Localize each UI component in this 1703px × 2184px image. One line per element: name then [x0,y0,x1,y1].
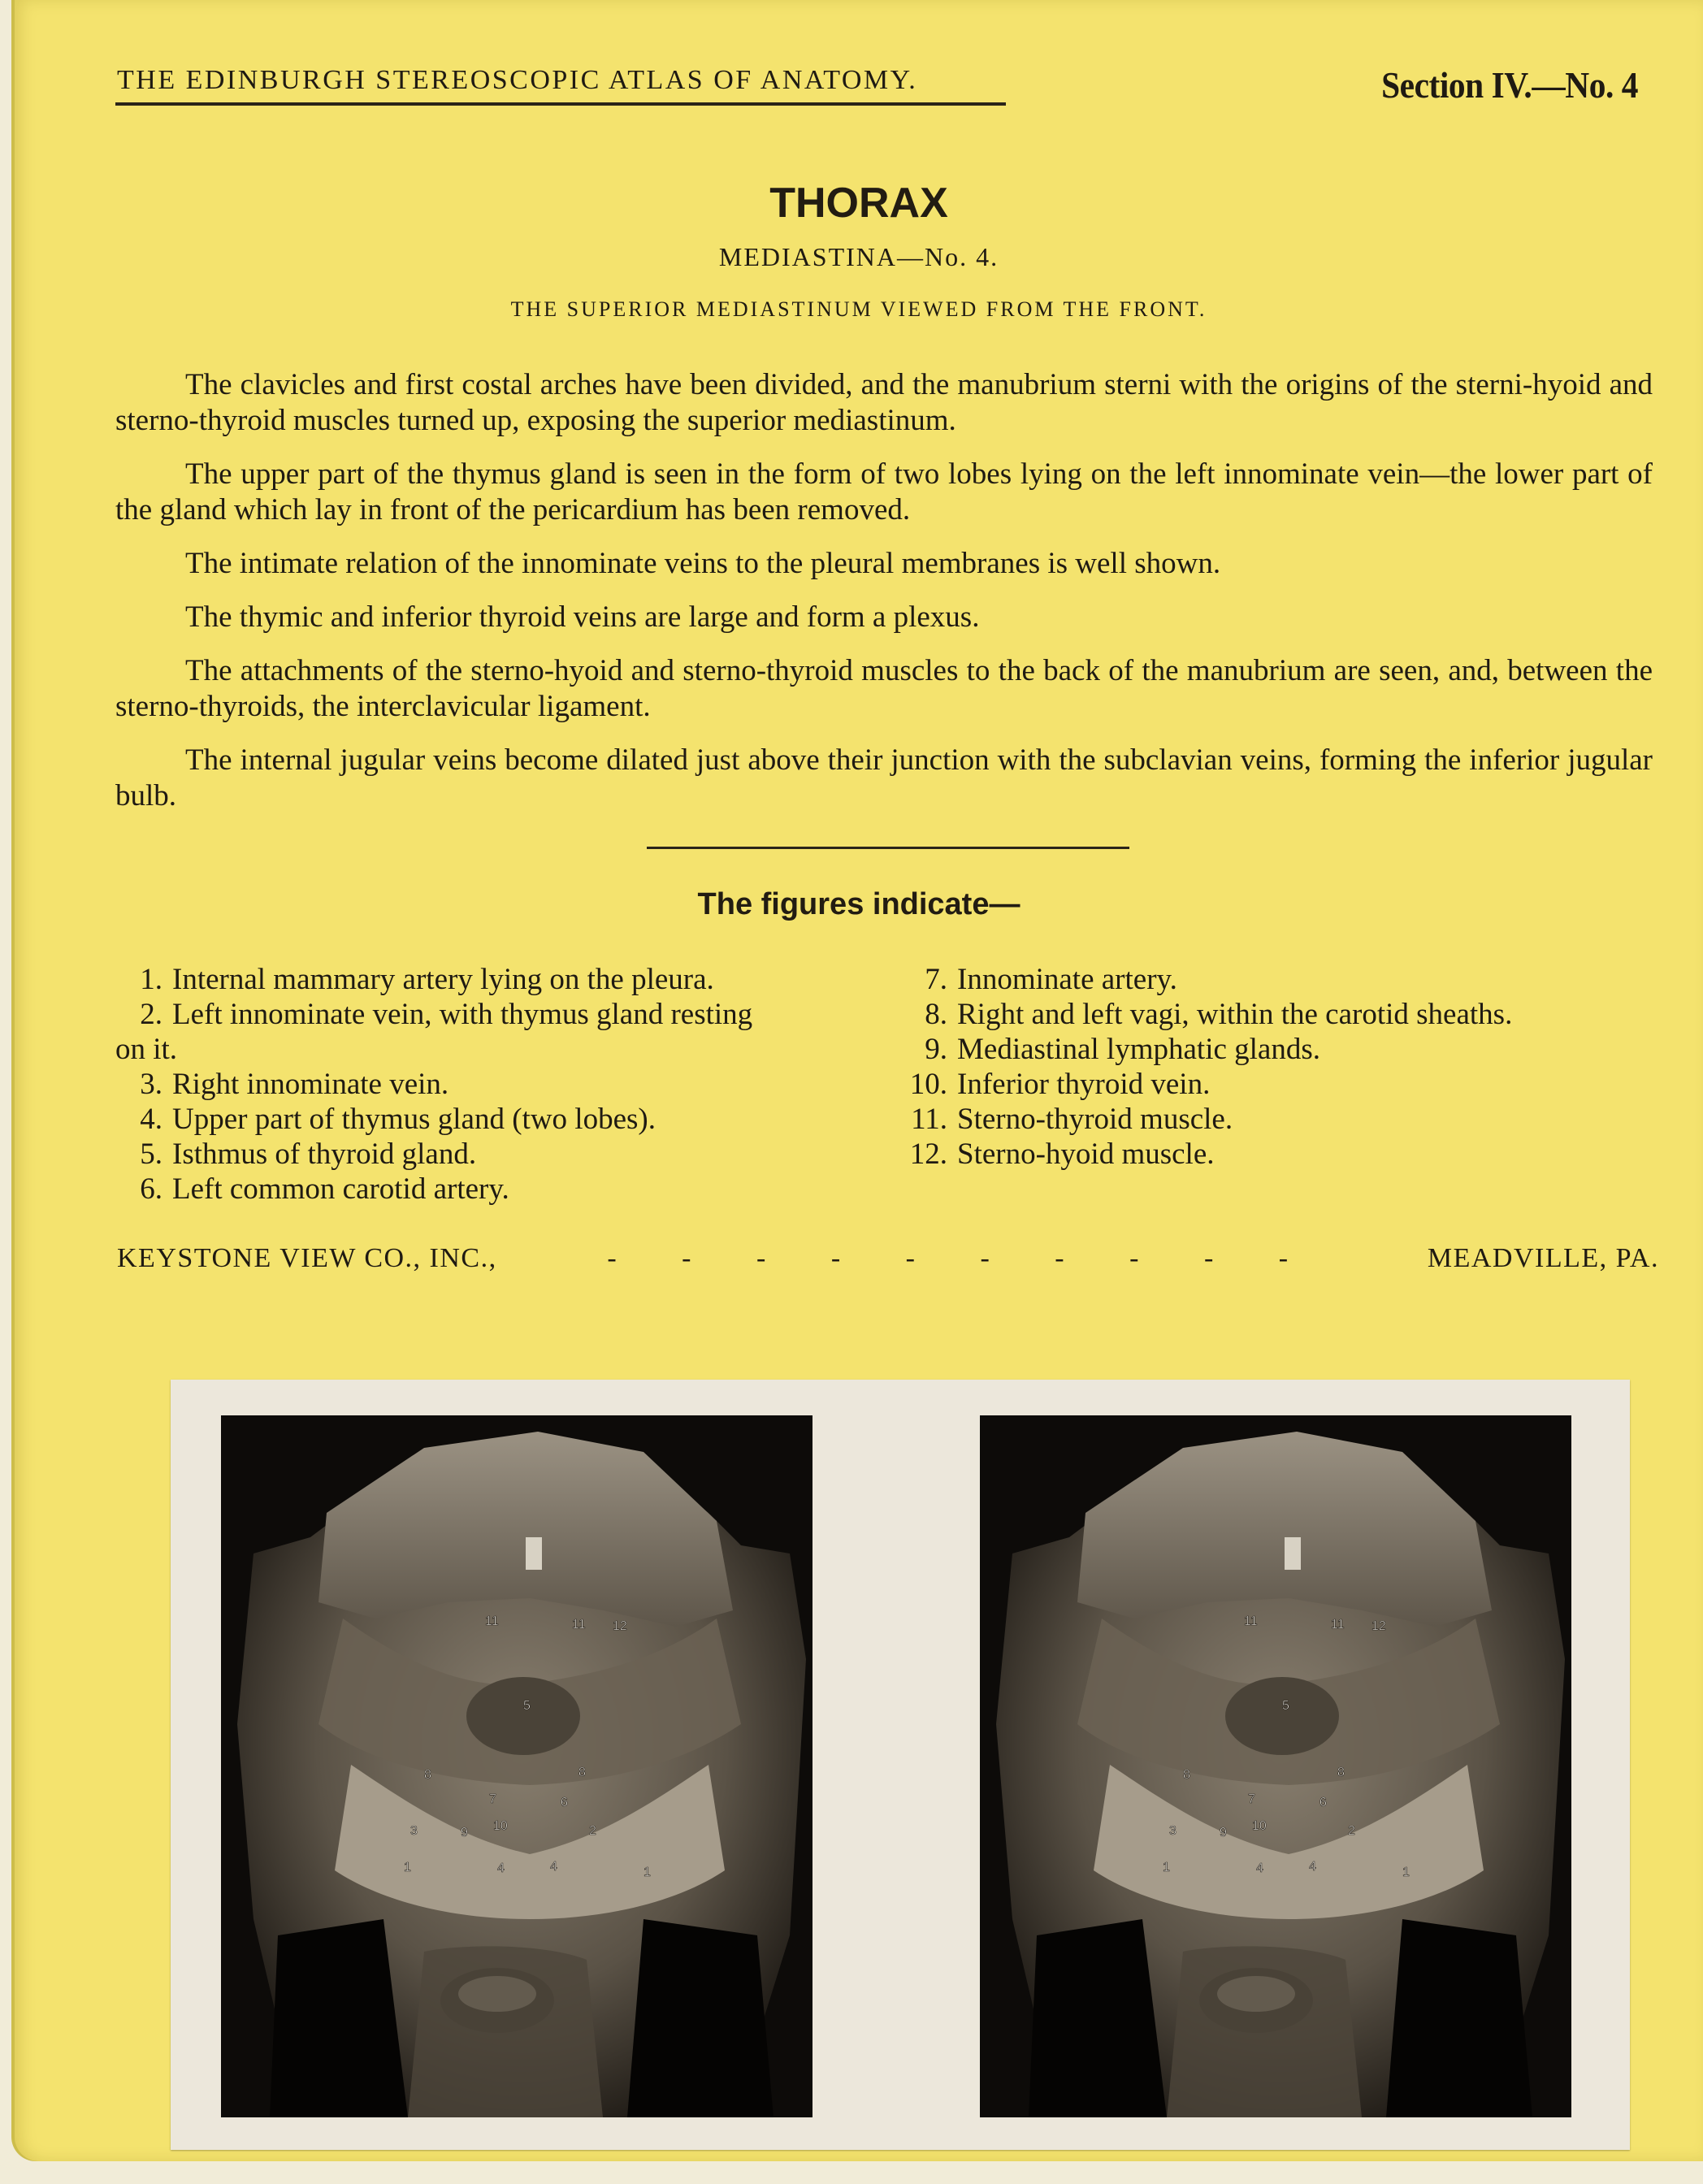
item-number: 3. [140,1068,162,1101]
photo-label: 11 [1331,1618,1345,1632]
list-item-continuation: on it. [115,1033,178,1066]
photo-label: 6 [561,1796,568,1809]
paragraph: The thymic and inferior thyroid veins are large and form a plexus. [185,600,980,634]
publisher-footer [117,1243,1659,1274]
photo-label: 8 [578,1766,586,1779]
description-body [115,367,1653,832]
stereo-photo-right [980,1415,1571,2117]
section-divider [647,847,1129,849]
publisher-location: MEADVILLE, PA. [1427,1243,1659,1273]
photo-label: 9 [461,1826,468,1840]
item-text: Sterno-thyroid muscle. [957,1103,1233,1136]
photo-label: 12 [613,1619,627,1633]
section-number: Section IV.—No. 4 [1381,64,1638,106]
paragraph: The intimate relation of the innominate veins to the pleural membranes is well shown. [185,547,1221,580]
item-number: 2. [140,998,162,1031]
photo-label: 4 [1256,1861,1263,1875]
stereo-photo-left [221,1415,812,2117]
item-text: Internal mammary artery lying on the pleura. [172,963,714,996]
list-item [115,1102,895,1137]
photo-label: 10 [493,1819,508,1833]
item-number: 5. [140,1138,162,1171]
list-item [900,1032,1680,1067]
item-text: Right innominate vein. [172,1068,449,1101]
item-number: 12. [909,1138,947,1171]
item-text: Left innominate vein, with thymus gland resting [172,998,753,1031]
photo-label: 4 [550,1860,557,1874]
item-number: 9. [925,1033,947,1066]
paragraph: The attachments of the sterno-hyoid and sterno-thyroid muscles to the back of the manubrium are seen, and, between the sterno-thyroids, the interclavicular ligament. [115,654,1653,723]
photo-label: 1 [1402,1866,1410,1879]
item-text: Isthmus of thyroid gland. [172,1138,477,1171]
item-number: 7. [925,963,947,996]
photo-label: 5 [523,1699,531,1713]
view-caption: THE SUPERIOR MEDIASTINUM VIEWED FROM THE FRONT. [510,297,1207,321]
item-text: Inferior thyroid vein. [957,1068,1211,1101]
publisher-name: KEYSTONE VIEW CO., INC., [117,1243,497,1273]
photo-label: 4 [497,1861,505,1875]
paragraph: The internal jugular veins become dilated just above their junction with the subclavian veins, forming the inferior jugular bulb. [115,743,1653,812]
paragraph: The upper part of the thymus gland is seen in the form of two lobes lying on the left innominate vein—the lower part of the gland which lay in front of the pericardium has been removed. [115,457,1653,526]
photo-label: 1 [1163,1861,1170,1874]
photo-label: 8 [424,1768,431,1782]
item-text: Right and left vagi, within the carotid sheaths. [957,998,1513,1031]
page-subtitle: MEDIASTINA—No. 4. [718,242,999,271]
figure-list-right [900,962,1680,1172]
photo-label: 11 [485,1614,499,1628]
photo-label: 5 [1282,1699,1289,1713]
atlas-title: THE EDINBURGH STEREOSCOPIC ATLAS OF ANATOMY. [117,65,918,95]
photo-label: 11 [572,1618,586,1632]
photo-label: 9 [1220,1826,1227,1840]
list-item [115,962,895,997]
header-rule [115,102,1006,106]
figures-heading: The figures indicate— [697,887,1020,921]
item-number: 1. [140,963,162,996]
item-text: Sterno-hyoid muscle. [957,1138,1215,1171]
item-number: 11. [911,1103,947,1136]
photo-label: 8 [1183,1768,1190,1782]
item-number: 4. [140,1103,162,1136]
photo-label: 2 [589,1824,596,1838]
photo-label: 1 [404,1861,411,1874]
photo-label: 12 [1372,1619,1386,1633]
item-number: 8. [925,998,947,1031]
item-number: 10. [909,1068,947,1101]
photo-label: 3 [1169,1824,1176,1838]
item-text: Left common carotid artery. [172,1172,509,1206]
paragraph: The clavicles and first costal arches have been divided, and the manubrium sterni with the origins of the sterni-hyoid and sterno-thyroid muscles turned up, exposing the superior mediastinum. [115,368,1653,437]
photo-label: 7 [489,1792,496,1806]
list-item [900,1137,1680,1172]
footer-dashes: - - - - - - - - - - [607,1243,1318,1273]
item-text: Mediastinal lymphatic glands. [957,1033,1320,1066]
list-item [900,1102,1680,1137]
list-item [115,997,895,1032]
list-item [900,997,1680,1032]
item-text: Upper part of thymus gland (two lobes). [172,1103,656,1136]
photo-label: 4 [1309,1860,1316,1874]
list-item [115,1172,895,1207]
list-item [900,962,1680,997]
photo-label: 10 [1252,1819,1267,1833]
stereo-photo-card [171,1380,1630,2150]
list-item [900,1067,1680,1102]
photo-label: 1 [644,1866,651,1879]
item-number: 6. [140,1172,162,1206]
figure-list-left [115,962,895,1207]
photo-label: 11 [1244,1614,1258,1628]
item-text: Innominate artery. [957,963,1177,996]
list-item [115,1137,895,1172]
photo-label: 7 [1248,1792,1255,1806]
photo-label: 8 [1337,1766,1345,1779]
page-title: THORAX [769,180,948,227]
photo-label: 2 [1348,1824,1355,1838]
list-item [115,1067,895,1102]
photo-label: 6 [1320,1796,1327,1809]
atlas-card [15,0,1703,2161]
photo-label: 3 [410,1824,418,1838]
